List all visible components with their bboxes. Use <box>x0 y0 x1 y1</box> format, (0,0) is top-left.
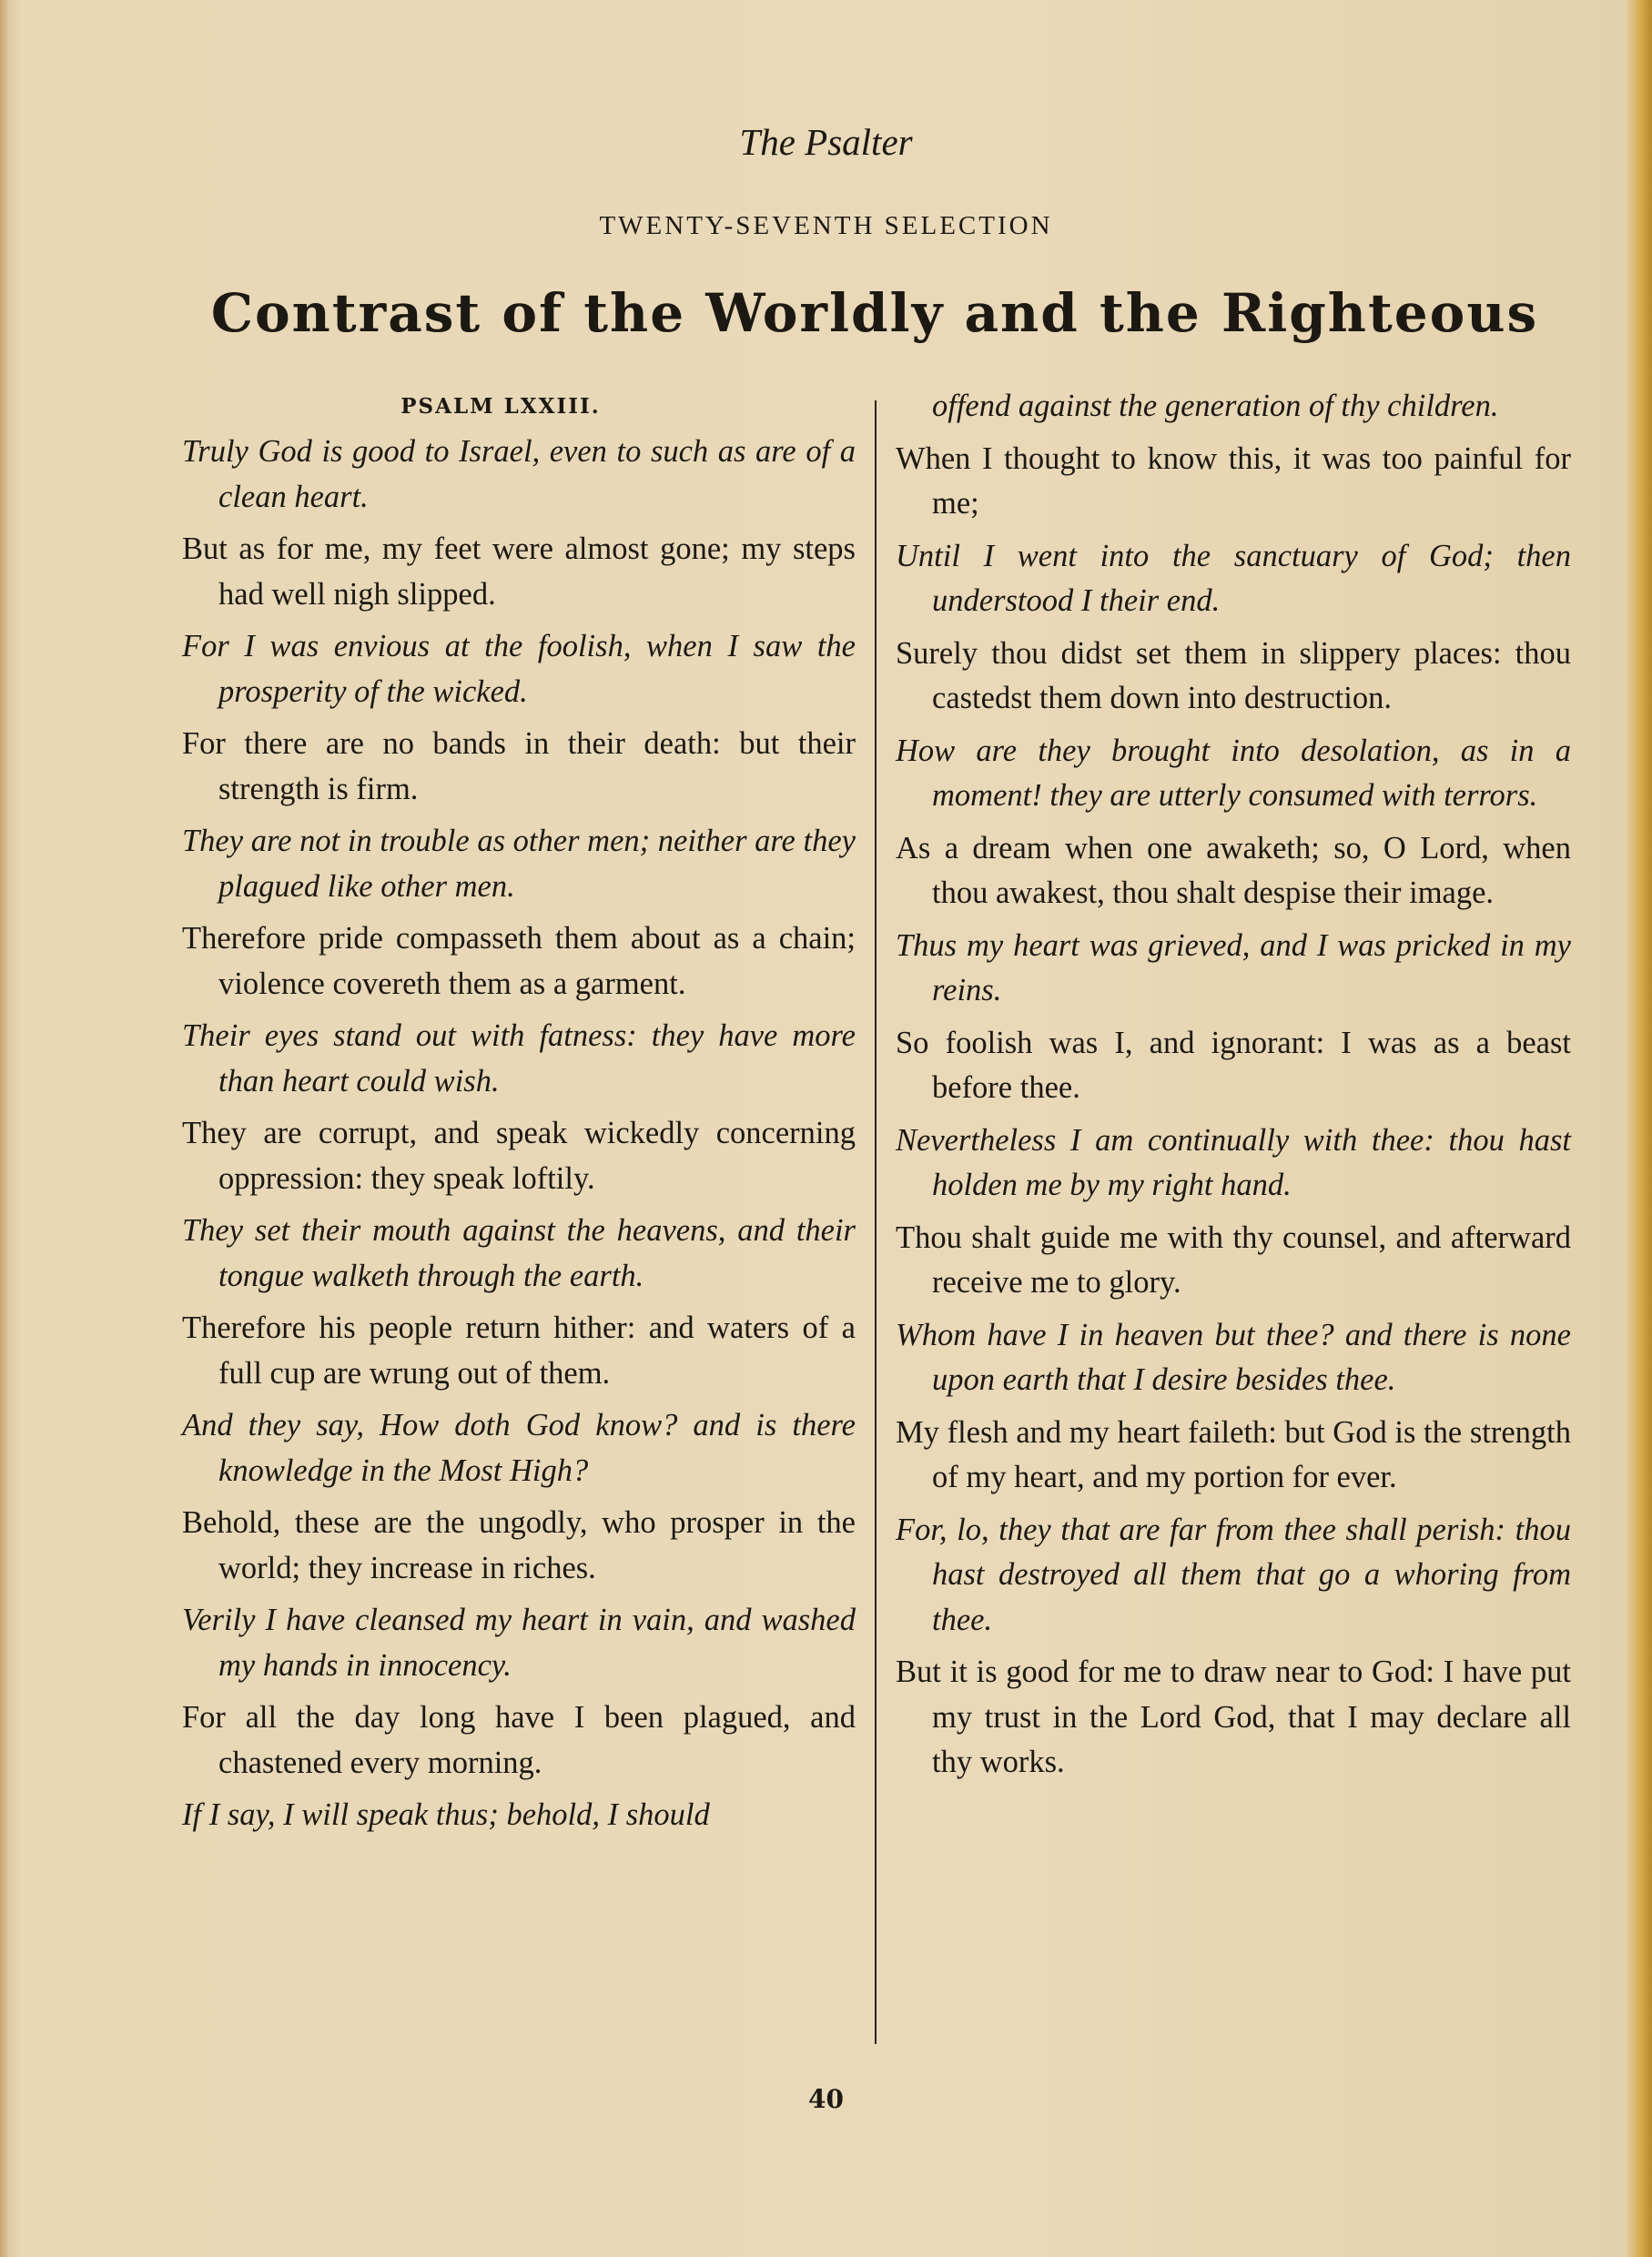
verse: Therefore his people return hither: and waters of a full cup are wrung out of them. <box>182 1311 856 1391</box>
verse: Behold, these are the ungodly, who prosper in the world; they increase in riches. <box>182 1505 856 1585</box>
verse: They are not in trouble as other men; neither are they plagued like other men. <box>182 824 856 904</box>
verse: As a dream when one awaketh; so, O Lord, when thou awakest, thou shalt despise their image. <box>896 830 1571 910</box>
verse: But as for me, my feet were almost gone; my steps had well nigh slipped. <box>182 531 856 612</box>
verse-continuation: offend against the generation of thy children. <box>932 389 1499 423</box>
verse: Truly God is good to Israel, even to such as are of a clean heart. <box>182 434 856 514</box>
verse: If I say, I will speak thus; behold, I should <box>182 1797 710 1832</box>
page-gutter-shadow <box>0 0 9 2257</box>
verse: For there are no bands in their death: but their strength is firm. <box>182 726 856 806</box>
page-edge-gilt <box>1625 0 1652 2257</box>
running-head: The Psalter <box>739 121 913 163</box>
page-title: Contrast of the Worldly and the Righteous <box>210 282 1539 344</box>
selection-heading: TWENTY-SEVENTH SELECTION <box>599 211 1053 240</box>
verse: When I thought to know this, it was too painful for me; <box>896 440 1571 521</box>
verse: For all the day long have I been plagued, and chastened every morning. <box>182 1700 856 1780</box>
verse: For I was envious at the foolish, when I saw the prosperity of the wicked. <box>182 629 856 709</box>
verse: Nevertheless I am continually with thee: thou hast holden me by my right hand. <box>896 1122 1571 1202</box>
verse: Thou shalt guide me with thy counsel, and afterward receive me to glory. <box>896 1220 1571 1300</box>
verse: Whom have I in heaven but thee? and there is none upon earth that I desire besides thee. <box>896 1317 1571 1397</box>
right-column <box>896 384 1571 1793</box>
verse: My flesh and my heart faileth: but God is the strength of my heart, and my portion for ever. <box>896 1414 1571 1494</box>
page-number: 40 <box>808 2084 844 2114</box>
verse: Their eyes stand out with fatness: they have more than heart could wish. <box>182 1018 856 1098</box>
verse: Surely thou didst set them in slippery places: thou castedst them down into destruction. <box>896 635 1571 715</box>
column-divider <box>875 400 877 2044</box>
verse: They set their mouth against the heavens, and their tongue walketh through the earth. <box>182 1213 856 1293</box>
verse: And they say, How doth God know? and is there knowledge in the Most High? <box>182 1408 856 1488</box>
verse: Thus my heart was grieved, and I was pricked in my reins. <box>896 927 1571 1007</box>
verse: Therefore pride compasseth them about as a chain; violence covereth them as a garment. <box>182 921 856 1001</box>
verse: How are they brought into desolation, as in a moment! they are utterly consumed with terrors. <box>896 733 1571 813</box>
verse: But it is good for me to draw near to God: I have put my trust in the Lord God, that I may declare all thy works. <box>896 1655 1571 1779</box>
verse: Verily I have cleansed my heart in vain, and washed my hands in innocency. <box>182 1603 856 1683</box>
left-column <box>182 384 856 1846</box>
verse: For, lo, they that are far from thee shall perish: thou hast destroyed all them that go a whoring from thee. <box>896 1512 1571 1637</box>
verse: So foolish was I, and ignorant: I was as a beast before thee. <box>896 1025 1571 1105</box>
psalm-label: PSALM LXXIII. <box>400 394 601 419</box>
verse: Until I went into the sanctuary of God; then understood I their end. <box>896 538 1571 618</box>
verse: They are corrupt, and speak wickedly concerning oppression: they speak loftily. <box>182 1116 856 1196</box>
